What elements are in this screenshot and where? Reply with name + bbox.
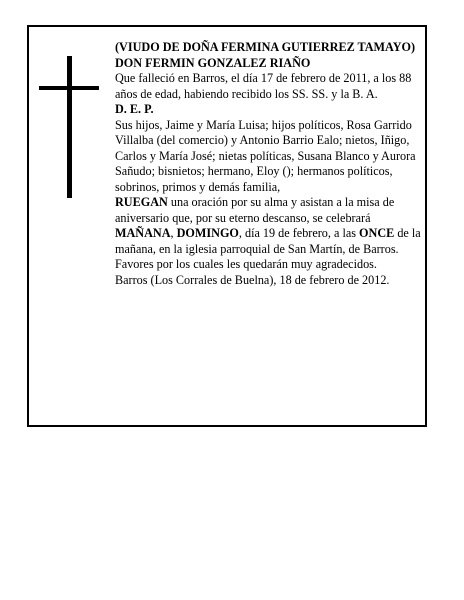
ruegan-word: RUEGAN <box>115 195 168 209</box>
obituary-notice <box>27 25 427 427</box>
domingo-word: DOMINGO <box>176 226 239 240</box>
death-info: Que falleció en Barros, el día 17 de febrero de 2011, a los 88 años de edad, habiendo recibido los SS. SS. y la B. A. <box>115 71 412 101</box>
place-date: Barros (Los Corrales de Buelna), 18 de febrero de 2012. <box>115 272 390 287</box>
family-list: Sus hijos, Jaime y María Luisa; hijos políticos, Rosa Garrido Villalba (del comercio) y Antonio Barrio Ealo; nietos, Iñigo, Carlos y María José; nietas políticas, Susana Blanco y Aurora Sañudo; bisnietos; hermano, Eloy (); hermanos políticos, sobrinos, primos y demás familia, <box>115 117 416 194</box>
cross-icon <box>39 56 99 198</box>
rip-text: D. E. P. <box>115 102 154 116</box>
request-text-1: una oración por su alma y asistan a la misa de aniversario que, por su eterno descanso, se celebrará <box>115 195 395 225</box>
cross-horizontal-bar <box>39 86 99 90</box>
once-word: ONCE <box>359 226 395 240</box>
request-text-3: de la mañana, en la iglesia parroquial de San Martín, de Barros. Favores por los cuales les quedarán muy agradecidos. <box>115 226 421 271</box>
widower-subtitle: (VIUDO DE DOÑA FERMINA GUTIERREZ TAMAYO) <box>115 40 416 54</box>
notice-text-block <box>115 40 425 288</box>
deceased-name: DON FERMIN GONZALEZ RIAÑO <box>115 55 311 70</box>
request-comma: , <box>170 226 177 240</box>
manana-word: MAÑANA <box>115 226 171 240</box>
cross-vertical-bar <box>67 56 72 198</box>
mass-request <box>115 195 425 273</box>
request-text-2: , día 19 de febrero, a las <box>238 226 360 240</box>
